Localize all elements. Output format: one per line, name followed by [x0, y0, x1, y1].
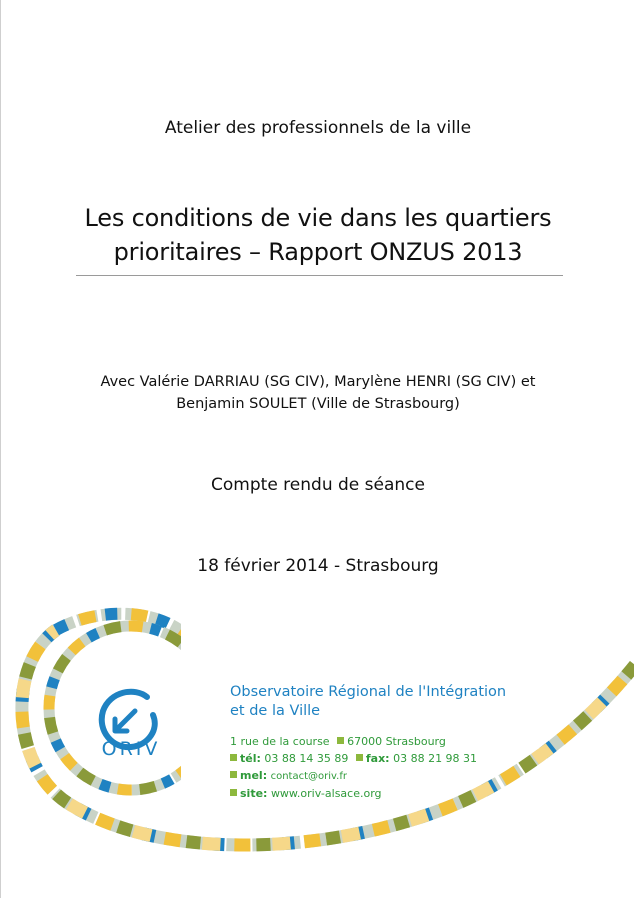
title-line-2: prioritaires – Rapport ONZUS 2013	[113, 238, 523, 266]
speakers	[1, 371, 634, 415]
bullet-square-icon	[356, 754, 363, 761]
speakers-line-2: Benjamin SOULET (Ville de Strasbourg)	[176, 396, 460, 412]
organization-name-line-2: et de la Ville	[230, 703, 321, 719]
date-place: 18 février 2014 - Strasbourg	[197, 556, 439, 576]
site-row	[230, 785, 477, 802]
fax-value: 03 88 21 98 31	[393, 752, 478, 765]
address: 1 rue de la course	[230, 735, 330, 748]
contact-block	[230, 733, 477, 802]
phone-row	[230, 750, 477, 767]
site-label: site:	[240, 787, 268, 800]
mail-row	[230, 767, 477, 785]
title-divider	[76, 275, 563, 276]
mel-label: mel:	[240, 769, 268, 782]
postcode-city: 67000 Strasbourg	[347, 735, 446, 748]
logo-wordmark: ORIV	[101, 738, 161, 760]
title-line-1: Les conditions de vie dans les quartiers	[84, 204, 552, 232]
fax-label: fax:	[365, 752, 390, 765]
bullet-square-icon	[230, 754, 237, 761]
email-link[interactable]: contact@oriv.fr	[270, 771, 347, 782]
bullet-square-icon	[230, 789, 237, 796]
bullet-square-icon	[337, 737, 344, 744]
page-title	[1, 201, 634, 269]
workshop-title: Atelier des professionnels de la ville	[164, 118, 472, 138]
tel-value: 03 88 14 35 89	[264, 752, 349, 765]
website-link[interactable]: www.oriv-alsace.org	[270, 787, 382, 800]
address-row	[230, 733, 477, 750]
organization-name	[230, 683, 506, 721]
bullet-square-icon	[230, 771, 237, 778]
organization-name-line-1: Observatoire Régional de l'Intégration	[230, 684, 507, 700]
document-type: Compte rendu de séance	[211, 475, 425, 495]
tel-label: tél:	[240, 752, 261, 765]
speakers-line-1: Avec Valérie DARRIAU (SG CIV), Marylène HENRI (SG CIV) et	[100, 374, 536, 390]
